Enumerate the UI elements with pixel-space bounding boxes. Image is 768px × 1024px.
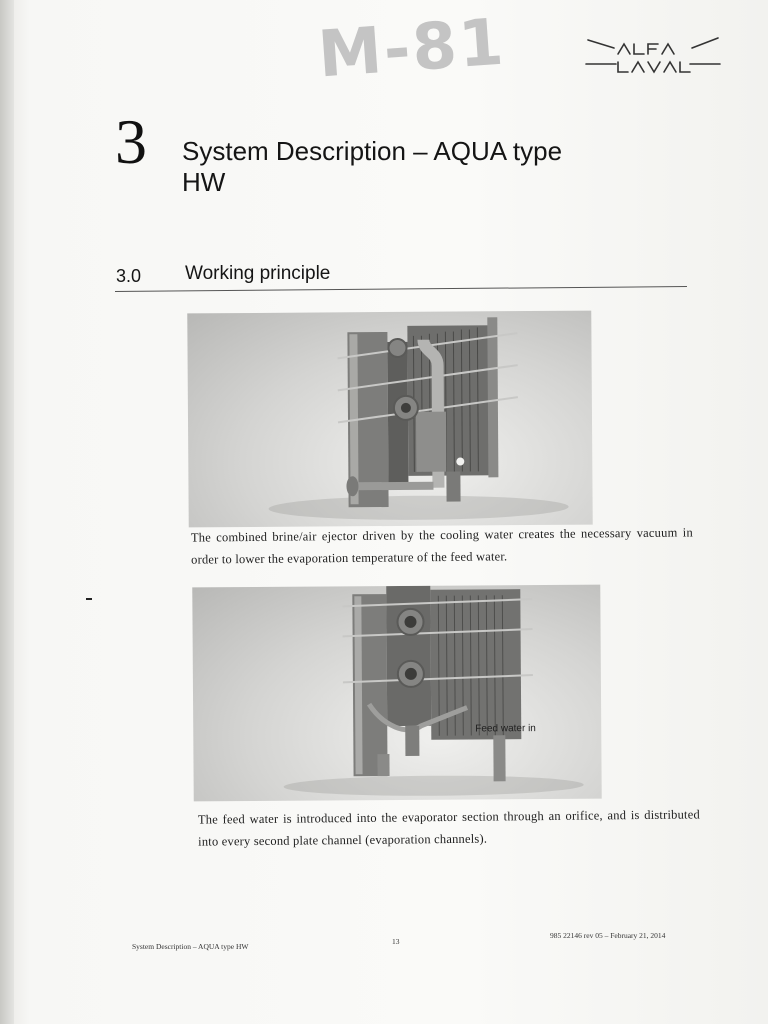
figure-caption-feed-water: The feed water is introduced into the evaporator section through an orifice, and is distributed into every second plate channel (evaporation channels). [197, 807, 700, 849]
footer-document-reference: 985 22146 rev 05 – February 21, 2014 [550, 931, 666, 940]
margin-mark [86, 598, 92, 600]
section-number: 3.0 [116, 266, 142, 286]
evaporator-photo-ejector [187, 311, 592, 528]
chapter-number: 3 [115, 106, 147, 177]
figure-caption-ejector: The combined brine/air ejector driven by the cooling water creates the necessary vacuum in order to lower the evaporation temperature of the feed water. [190, 525, 693, 567]
evaporator-photo-feed-water [192, 585, 601, 802]
section-title: Working principle [185, 263, 331, 284]
alfa-laval-logo [584, 30, 724, 80]
footer-page-number: 13 [392, 937, 400, 946]
section-divider [115, 286, 687, 292]
page-binding-edge [0, 0, 14, 1024]
handwritten-label: M-81 [315, 5, 508, 93]
chapter-title: System Description – AQUA type HW [182, 136, 563, 197]
footer-document-title: System Description – AQUA type HW [132, 942, 249, 951]
feed-water-in-label: Feed water in [475, 723, 536, 735]
